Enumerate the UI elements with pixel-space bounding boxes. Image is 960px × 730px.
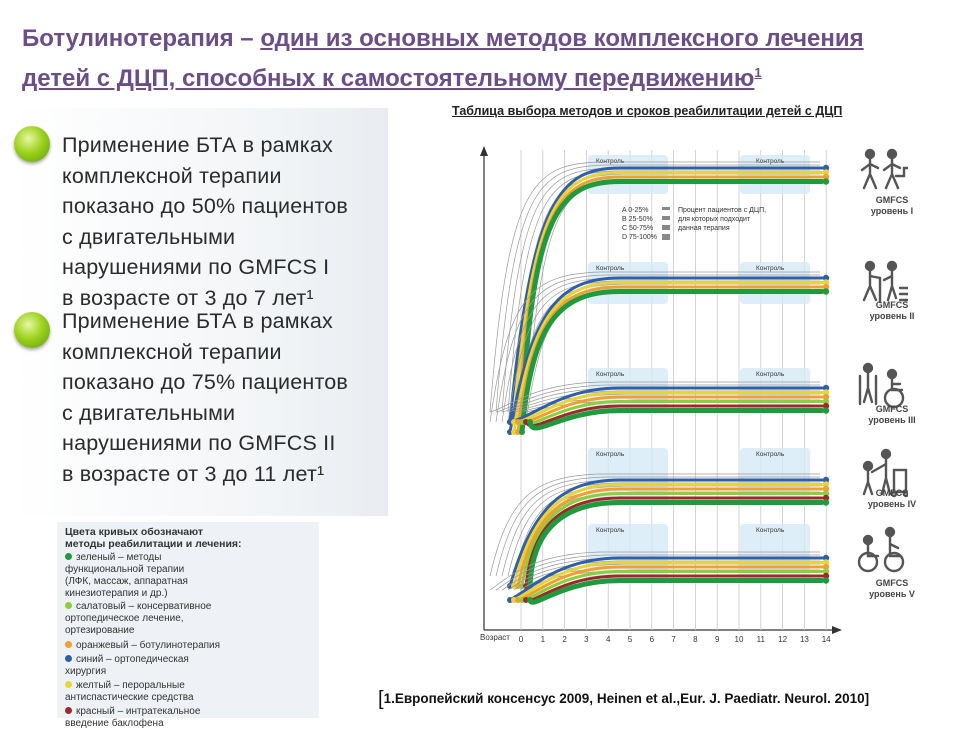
- percent-legend-swatch: [662, 225, 670, 230]
- red-dot-icon: [65, 707, 72, 714]
- green-dot-icon: [65, 553, 72, 560]
- y-axis-arrow: [480, 146, 488, 156]
- color-legend: [57, 522, 319, 729]
- control-label: Контроль: [756, 451, 785, 458]
- legend-item-blue: синий – ортопедическая хирургия: [65, 654, 189, 677]
- curve-start-dot: [527, 419, 533, 425]
- x-axis-label: Возраст: [480, 633, 510, 642]
- green-ball-icon: [14, 312, 50, 348]
- control-label: Контроль: [596, 451, 625, 458]
- gmfcs-level-3-label: GMFCS уровень III: [868, 404, 916, 425]
- percent-legend-title: Процент пациентов с ДЦП,: [678, 207, 767, 214]
- walking-child-icon: [856, 146, 908, 198]
- title-plain: Ботулинотерапия –: [22, 25, 261, 52]
- reference-footnote: [1.Европейский консенсус 2009, Heinen et al.,Eur. J. Paediatr. Neurol. 2010]: [378, 688, 870, 710]
- gmfcs-level-4-label: GMFCS уровень IV: [867, 488, 917, 509]
- curve-start-dot: [527, 597, 533, 603]
- x-tick-label: 11: [756, 635, 765, 644]
- title-underlined-2: детей с ДЦП, способных к самостоятельному передвижению: [22, 65, 755, 92]
- percent-legend-swatch: [662, 216, 670, 220]
- x-tick-label: 14: [821, 635, 831, 644]
- orange-dot-icon: [65, 641, 72, 648]
- x-tick-label: 10: [734, 635, 744, 644]
- x-tick-label: 5: [627, 635, 633, 644]
- curve-end-dot: [823, 288, 829, 294]
- gmfcs-level-2-label: GMFCS уровень II: [869, 300, 915, 321]
- percent-legend-swatch: [662, 234, 670, 240]
- x-tick-label: 13: [799, 635, 809, 644]
- x-tick-label: 9: [714, 635, 720, 644]
- gmfcs-level-1-label: GMFCS уровень I: [870, 195, 914, 216]
- curve-start-dot: [519, 429, 525, 435]
- control-label: Контроль: [756, 158, 785, 165]
- bullet-text-2: Применение БТА в рамках комплексной терапии показано до 75% пациентов с двигательными нарушениями по GMFCS II в возрасте от 3 до 11 лет¹: [62, 309, 349, 486]
- control-label: Контроль: [756, 371, 785, 378]
- x-tick-label: 8: [693, 635, 698, 644]
- legend-header: Цвета кривых обозначают методы реабилитации и лечения:: [65, 526, 242, 550]
- x-tick-label: 7: [671, 635, 676, 644]
- x-tick-label: 12: [778, 635, 788, 644]
- control-label: Контроль: [596, 527, 625, 534]
- green-ball-icon: [14, 126, 50, 162]
- lightgreen-dot-icon: [65, 602, 72, 609]
- curve-end-dot: [823, 577, 829, 583]
- legend-item-orange: оранжевый – ботулинотерапия: [65, 640, 317, 652]
- rehabilitation-chart: [470, 130, 850, 650]
- blue-dot-icon: [65, 655, 72, 662]
- control-label: Контроль: [596, 265, 625, 272]
- x-tick-label: 2: [562, 635, 567, 644]
- curve-end-dot: [823, 407, 829, 413]
- x-tick-label: 0: [518, 635, 524, 644]
- x-tick-label: 3: [584, 635, 589, 644]
- x-tick-label: 6: [649, 635, 655, 644]
- x-axis-arrow: [832, 626, 842, 634]
- legend-item-yellow: желтый – пероральные антиспастические средства: [65, 680, 194, 703]
- yellow-dot-icon: [65, 681, 72, 688]
- curve-end-dot: [823, 499, 829, 505]
- percent-legend-title: данная терапия: [678, 225, 730, 232]
- title-underlined-1: один из основных методов комплексного лечения: [260, 25, 864, 52]
- gmfcs-level-5-label: GMFCS уровень V: [869, 578, 915, 599]
- chart-title: Таблица выбора методов и сроков реабилитации детей с ДЦП: [452, 104, 843, 118]
- control-label: Контроль: [596, 371, 625, 378]
- percent-legend-item: D 75-100%: [622, 234, 658, 241]
- percent-legend-swatch: [662, 207, 670, 210]
- reference-text: 1.Европейский консенсус 2009, Heinen et al.,Eur. J. Paediatr. Neurol. 2010]: [383, 691, 870, 706]
- percent-legend-item: B 25-50%: [622, 216, 653, 223]
- percent-legend-item: A 0-25%: [622, 207, 649, 214]
- bullet-panel: [12, 108, 388, 516]
- legend-item-green: зеленый – методы функциональной терапии (ЛФК, массаж, аппаратная кинезиотерапия и др.): [65, 552, 188, 599]
- curve-end-dot: [823, 178, 829, 184]
- legend-item-lightgreen: салатовый – консервативное ортопедическое лечение, ортезирование: [65, 601, 212, 636]
- slide-title: [22, 22, 942, 96]
- control-label: Контроль: [756, 527, 785, 534]
- title-footnote: 1: [754, 65, 762, 80]
- percent-legend-title: для которых подходит: [678, 216, 751, 223]
- control-label: Контроль: [756, 265, 785, 272]
- x-tick-label: 4: [605, 635, 611, 644]
- wheelchair-icon: [856, 526, 908, 578]
- control-label: Контроль: [596, 158, 625, 165]
- legend-item-red: красный – интратекальное введение баклофена: [65, 706, 201, 729]
- x-tick-label: 1: [540, 635, 546, 644]
- percent-legend-item: C 50-75%: [622, 225, 654, 232]
- bullet-text-1: Применение БТА в рамках комплексной терапии показано до 50% пациентов с двигательными нарушениями по GMFCS I в возрасте от 3 до 7 лет¹: [62, 133, 349, 310]
